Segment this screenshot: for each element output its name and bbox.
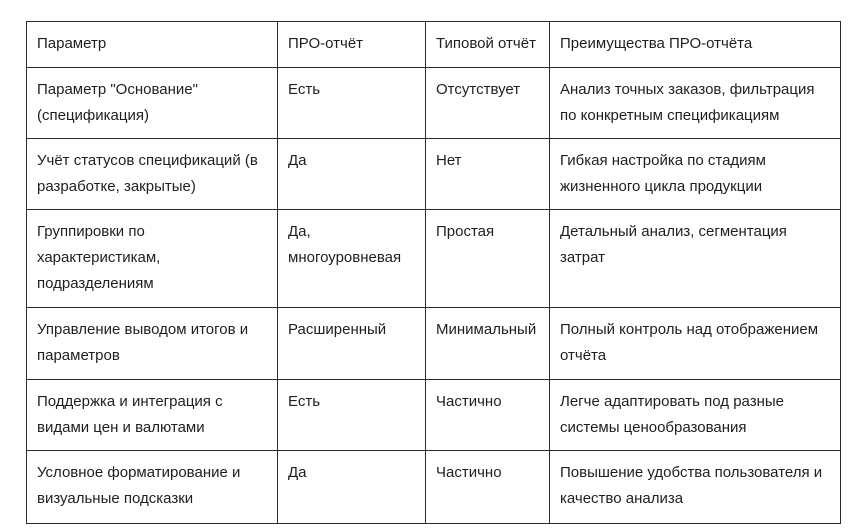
cell-parameter: Управление выводом итогов и параметров xyxy=(27,308,278,380)
cell-advantages: Полный контроль над отображением отчёта xyxy=(550,308,841,380)
cell-advantages: Повышение удобства пользователя и качество анализа xyxy=(550,451,841,524)
cell-advantages: Гибкая настройка по стадиям жизненного цикла продукции xyxy=(550,139,841,210)
cell-standard-report: Нет xyxy=(426,139,550,210)
cell-standard-report: Простая xyxy=(426,210,550,308)
cell-advantages: Анализ точных заказов, фильтрация по конкретным спецификациям xyxy=(550,68,841,139)
header-standard-report: Типовой отчёт xyxy=(426,22,550,68)
cell-parameter: Учёт статусов спецификаций (в разработке, закрытые) xyxy=(27,139,278,210)
cell-standard-report: Частично xyxy=(426,451,550,524)
table-row xyxy=(27,68,841,139)
comparison-table xyxy=(26,21,841,524)
header-advantages: Преимущества ПРО-отчёта xyxy=(550,22,841,68)
header-pro-report: ПРО-отчёт xyxy=(278,22,426,68)
cell-pro-report: Расширенный xyxy=(278,308,426,380)
table-row xyxy=(27,451,841,524)
cell-parameter: Условное форматирование и визуальные подсказки xyxy=(27,451,278,524)
cell-standard-report: Отсутствует xyxy=(426,68,550,139)
cell-pro-report: Да, многоуровневая xyxy=(278,210,426,308)
cell-parameter: Группировки по характеристикам, подразделениям xyxy=(27,210,278,308)
cell-pro-report: Да xyxy=(278,451,426,524)
table-row xyxy=(27,210,841,308)
cell-pro-report: Есть xyxy=(278,68,426,139)
cell-parameter: Параметр "Основание" (спецификация) xyxy=(27,68,278,139)
table-row xyxy=(27,308,841,380)
cell-parameter: Поддержка и интеграция с видами цен и валютами xyxy=(27,380,278,451)
table-row xyxy=(27,139,841,210)
table-row xyxy=(27,380,841,451)
cell-standard-report: Частично xyxy=(426,380,550,451)
header-parameter: Параметр xyxy=(27,22,278,68)
cell-pro-report: Есть xyxy=(278,380,426,451)
table-header-row xyxy=(27,22,841,68)
cell-advantages: Легче адаптировать под разные системы ценообразования xyxy=(550,380,841,451)
cell-pro-report: Да xyxy=(278,139,426,210)
cell-standard-report: Минимальный xyxy=(426,308,550,380)
cell-advantages: Детальный анализ, сегментация затрат xyxy=(550,210,841,308)
